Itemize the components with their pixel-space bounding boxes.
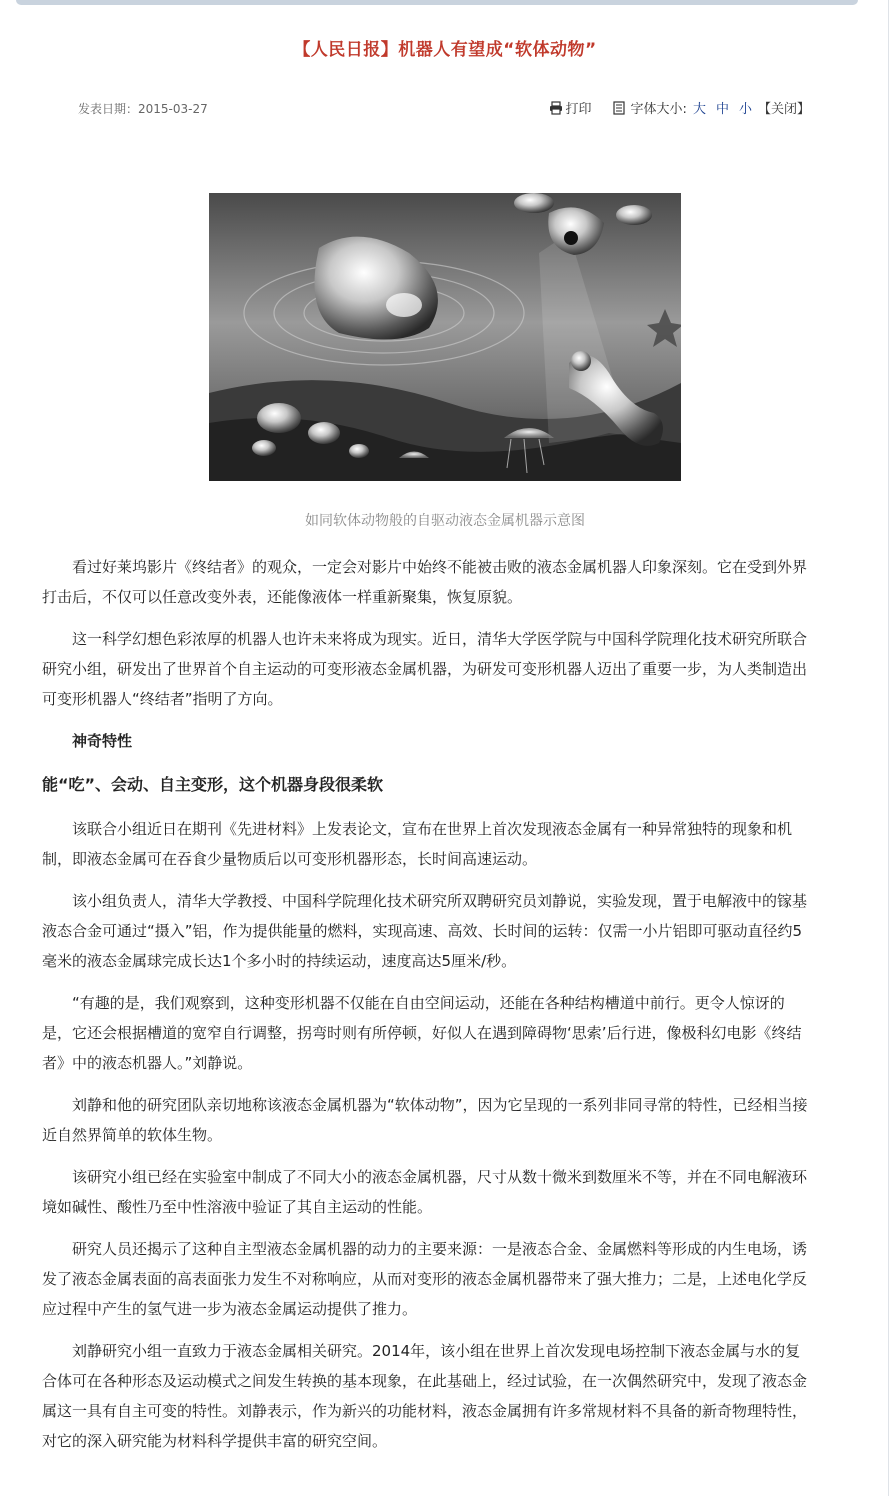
article-body	[42, 552, 812, 1468]
publish-date: 发表日期：2015-03-27	[78, 102, 208, 116]
paragraph: “有趣的是，我们观察到，这种变形机器不仅能在自由空间运动，还能在各种结构槽道中前行。更令人惊讶的是，它还会根据槽道的宽窄自行调整，拐弯时则有所停顿，好似人在遇到障碍物‘思索’后行进，像极科幻电影《终结者》中的液态机器人。”刘静说。	[42, 994, 802, 1072]
print-button[interactable]	[549, 98, 592, 117]
paragraph: 该小组负责人，清华大学教授、中国科学院理化技术研究所双聘研究员刘静说，实验发现，置于电解液中的镓基液态合金可通过“摄入”铝，作为提供能量的燃料，实现高速、高效、长时间的运转：仅需一小片铝即可驱动直径约5毫米的液态金属球完成长达1个多小时的持续运动，速度高达5厘米/秒。	[42, 892, 808, 970]
paragraph: 该联合小组近日在期刊《先进材料》上发表论文，宣布在世界上首次发现液态金属有一种异常独特的现象和机制，即液态金属可在吞食少量物质后以可变形机器形态，长时间高速运动。	[42, 820, 793, 868]
article-title: 【人民日报】机器人有望成“软体动物”	[293, 40, 597, 60]
font-size-medium-link[interactable]: 中	[715, 102, 729, 117]
image-caption: 如同软体动物般的自驱动液态金属机器示意图	[305, 513, 585, 529]
font-size-small-link[interactable]: 小	[738, 102, 752, 117]
font-size-label: 字体大小:	[630, 102, 687, 117]
paragraph: 研究人员还揭示了这种自主型液态金属机器的动力的主要来源：一是液态合金、金属燃料等形成的内生电场，诱发了液态金属表面的高表面张力发生不对称响应，从而对变形的液态金属机器带来了强大推力；二是，上述电化学反应过程中产生的氢气进一步为液态金属运动提供了推力。	[42, 1240, 808, 1318]
section-subheading: 能“吃”、会动、自主变形，这个机器身段很柔软	[42, 775, 384, 794]
paragraph: 刘静研究小组一直致力于液态金属相关研究。2014年，该小组在世界上首次发现电场控制下液态金属与水的复合体可在各种形态及运动模式之间发生转换的基本现象，在此基础上，经过试验，在一次偶然研究中，发现了液态金属这一具有自主可变的特性。刘静表示，作为新兴的功能材料，液态金属拥有许多常规材料不具备的新奇物理特性，对它的深入研究能为材料科学提供丰富的研究空间。	[42, 1342, 808, 1450]
paragraph: 这一科学幻想色彩浓厚的机器人也许未来将成为现实。近日，清华大学医学院与中国科学院理化技术研究所联合研究小组，研发出了世界首个自主运动的可变形液态金属机器，为研发可变形机器人迈出了重要一步，为人类制造出可变形机器人“终结者”指明了方向。	[42, 630, 808, 708]
top-border	[16, 0, 858, 5]
paragraph: 看过好莱坞影片《终结者》的观众，一定会对影片中始终不能被击败的液态金属机器人印象深刻。它在受到外界打击后，不仅可以任意改变外表，还能像液体一样重新聚集，恢复原貌。	[42, 558, 808, 606]
close-link[interactable]: 【关闭】	[757, 102, 810, 117]
font-size-large-link[interactable]: 大	[692, 102, 706, 117]
paragraph: 刘静和他的研究团队亲切地称该液态金属机器为“软体动物”，因为它呈现的一系列非同寻常的特性，已经相当接近自然界简单的软体生物。	[42, 1096, 808, 1144]
article-image	[209, 193, 681, 481]
document-icon	[612, 101, 626, 115]
section-heading: 神奇特性	[72, 732, 133, 750]
printer-icon	[549, 101, 563, 115]
liquid-metal-illustration	[209, 193, 681, 481]
print-label: 打印	[565, 102, 592, 117]
paragraph: 该研究小组已经在实验室中制成了不同大小的液态金属机器，尺寸从数十微米到数厘米不等，并在不同电解液环境如碱性、酸性乃至中性溶液中验证了其自主运动的性能。	[42, 1168, 808, 1216]
article-tools	[549, 98, 810, 117]
